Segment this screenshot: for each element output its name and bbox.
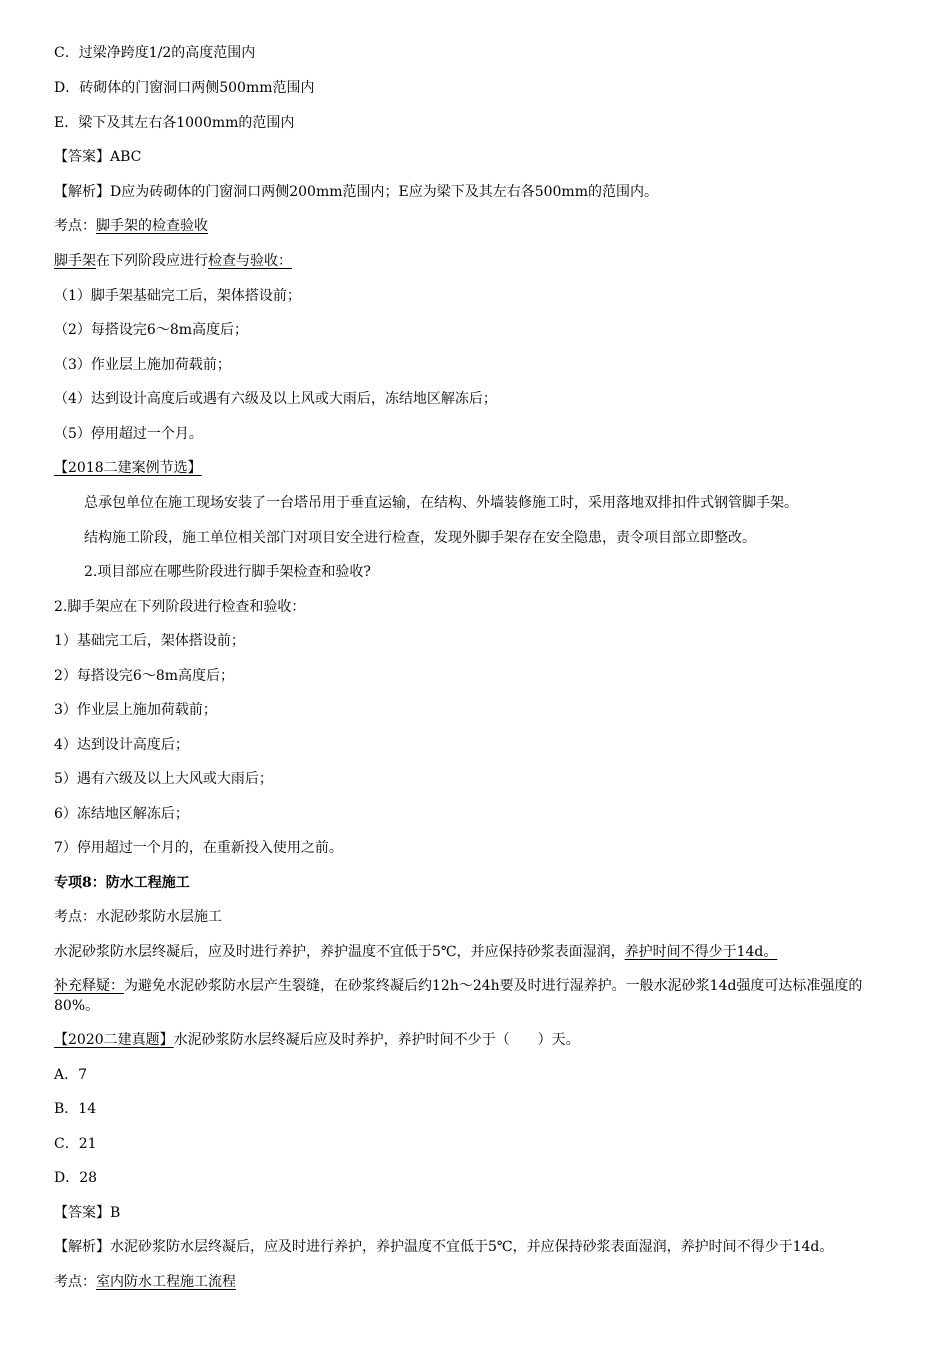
option-d: D．砖砌体的门窗洞口两侧500mm范围内 xyxy=(54,80,315,96)
supplement-label: 补充释疑： xyxy=(54,978,124,994)
knowledge-point-3 xyxy=(54,1273,236,1291)
mortar-main: 水泥砂浆防水层终凝后，应及时进行养护，养护温度不宜低于5℃，并应保持砂浆表面湿润， xyxy=(54,944,625,960)
question-tag: 【2020二建真题】 xyxy=(54,1032,174,1048)
option: A．7 xyxy=(54,1067,88,1083)
answer: 【答案】ABC xyxy=(54,149,142,165)
scaffold-mid: 在下列阶段应进行 xyxy=(96,253,208,269)
case-answer-item: 3）作业层上施加荷载前； xyxy=(54,702,217,718)
scaffold-intro xyxy=(54,252,292,270)
case-answer-item: 5）遇有六级及以上大风或大雨后； xyxy=(54,771,273,787)
case-title: 【2018二建案例节选】 xyxy=(54,460,202,476)
stage-item: （4）达到设计高度后或遇有六级及以上风或大雨后，冻结地区解冻后； xyxy=(54,391,497,407)
stage-item: （1）脚手架基础完工后，架体搭设前； xyxy=(54,288,301,304)
knowledge-point-2: 考点：水泥砂浆防水层施工 xyxy=(54,909,222,925)
knowledge-point xyxy=(54,217,208,235)
kp-title: 脚手架的检查验收 xyxy=(96,218,208,234)
stage-item: （2）每搭设完6～8m高度后； xyxy=(54,322,248,338)
case-question: 2.项目部应在哪些阶段进行脚手架检查和验收? xyxy=(84,564,371,580)
question-text: 水泥砂浆防水层终凝后应及时养护，养护时间不少于（ ）天。 xyxy=(173,1032,580,1048)
option-e: E．梁下及其左右各1000mm的范围内 xyxy=(54,115,295,131)
case-answer-item: 6）冻结地区解冻后； xyxy=(54,806,189,822)
option: B．14 xyxy=(54,1101,97,1117)
case-answer-item: 7）停用超过一个月的，在重新投入使用之前。 xyxy=(54,840,343,856)
mortar-text xyxy=(54,943,777,961)
case-paragraph: 结构施工阶段，施工单位相关部门对项目安全进行检查，发现外脚手架存在安全隐患，责令项目部立即整改。 xyxy=(84,530,756,546)
stage-item: （5）停用超过一个月。 xyxy=(54,426,203,442)
option: D．28 xyxy=(54,1170,98,1186)
section-title: 专项8：防水工程施工 xyxy=(54,875,190,891)
case-answer-intro: 2.脚手架应在下列阶段进行检查和验收： xyxy=(54,599,306,615)
analysis-2: 【解析】水泥砂浆防水层终凝后，应及时进行养护，养护温度不宜低于5℃，并应保持砂浆表面湿润，养护时间不得少于14d。 xyxy=(54,1239,834,1255)
scaffold-term: 脚手架 xyxy=(54,253,96,269)
kp3-title: 室内防水工程施工流程 xyxy=(96,1274,236,1290)
supplement xyxy=(54,976,890,1016)
mortar-underlined: 养护时间不得少于14d。 xyxy=(624,944,778,960)
stage-item: （3）作业层上施加荷载前； xyxy=(54,357,231,373)
scaffold-term2: 检查与验收： xyxy=(208,253,292,269)
case-answer-item: 4）达到设计高度后； xyxy=(54,737,189,753)
answer-2: 【答案】B xyxy=(54,1205,121,1221)
question-2 xyxy=(54,1031,580,1049)
case-paragraph: 总承包单位在施工现场安装了一台塔吊用于垂直运输，在结构、外墙装修施工时，采用落地双排扣件式钢管脚手架。 xyxy=(84,495,798,511)
kp-prefix: 考点： xyxy=(54,218,96,234)
supplement-text: 为避免水泥砂浆防水层产生裂缝，在砂浆终凝后约12h～24h要及时进行湿养护。一般水泥砂浆14d强度可达标准强度的80%。 xyxy=(54,978,863,1014)
case-answer-item: 1）基础完工后，架体搭设前； xyxy=(54,633,245,649)
option-c: C．过梁净跨度1/2的高度范围内 xyxy=(54,45,256,61)
kp3-prefix: 考点： xyxy=(54,1274,96,1290)
option: C．21 xyxy=(54,1136,97,1152)
case-answer-item: 2）每搭设完6～8m高度后； xyxy=(54,668,234,684)
analysis: 【解析】D应为砖砌体的门窗洞口两侧200mm范围内；E应为梁下及其左右各500mm的范围内。 xyxy=(54,184,658,200)
